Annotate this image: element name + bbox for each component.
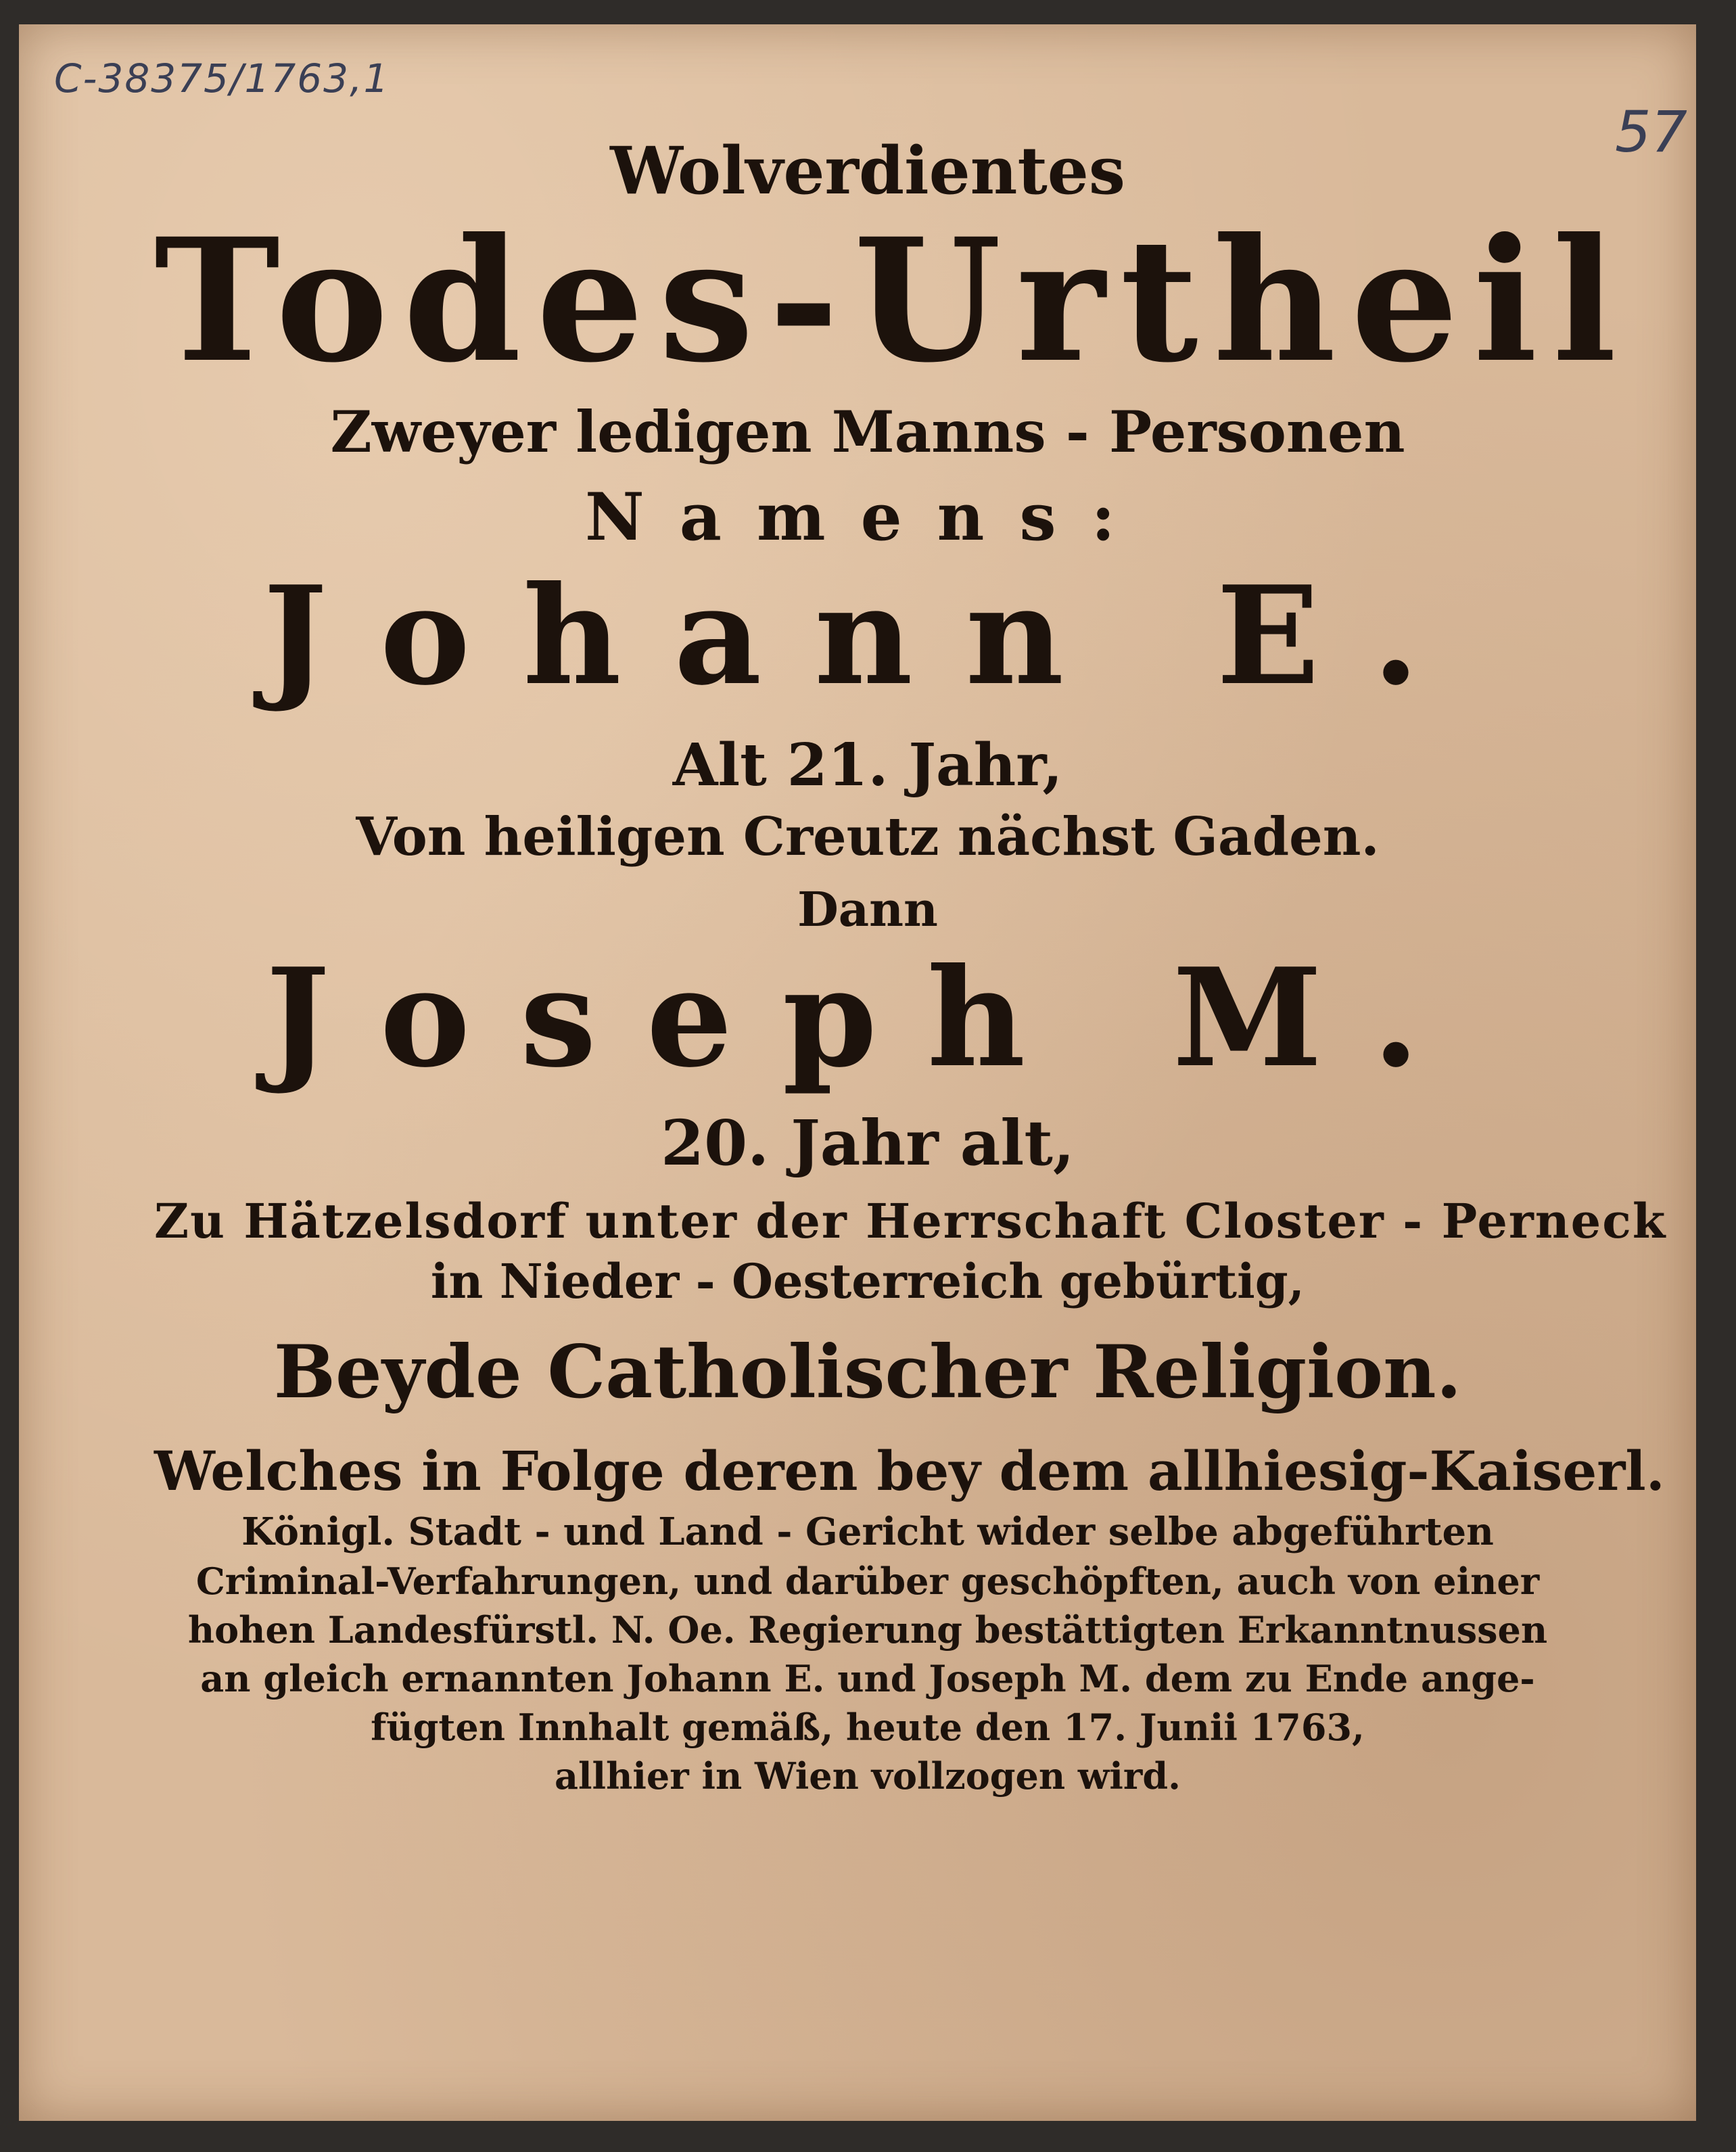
archive-reference: C-38375/1763,1 [54,55,390,101]
body-line-7: allhier in Wien vollzogen wird. [555,1754,1181,1798]
folio-number: 57 [1615,99,1687,165]
conjunction-dann: Dann [797,881,938,937]
title-todes-urtheil: Todes-Urtheil [154,201,1632,400]
body-line-3: Criminal-Verfahrungen, und darüber geschöpften, auch von einer [195,1560,1540,1603]
age-johann: Alt 21. Jahr, [672,731,1063,799]
name-joseph: Joseph M. [266,939,1470,1098]
body-line-6: fügten Innhalt gemäß, heute den 17. Junii 1763, [371,1706,1365,1749]
body-line-5: an gleich ernannten Johann E. und Joseph M. dem zu Ende ange- [200,1657,1535,1700]
document-page [19,24,1696,2121]
body-line-2: Königl. Stadt - und Land - Gericht wider selbe abgeführten [241,1510,1494,1554]
body-line-1: Welches in Folge deren bey dem allhiesig-Kaiserl. [154,1439,1665,1503]
label-namens: Namens: [585,479,1150,555]
broadsheet-text [154,126,1667,1798]
name-johann: Johann E. [263,557,1472,716]
religion-line: Beyde Catholischer Religion. [273,1330,1462,1415]
body-line-4: hohen Landesfürstl. N. Oe. Regierung bestättigten Erkanntnussen [187,1608,1548,1652]
origin-joseph-line-1: Zu Hätzelsdorf unter der Herrschaft Closter - Perneck [154,1193,1667,1249]
subtitle-persons: Zweyer ledigen Manns - Personen [330,398,1405,465]
age-joseph: 20. Jahr alt, [661,1106,1075,1179]
origin-johann: Von heiligen Creutz nächst Gaden. [356,806,1380,868]
origin-joseph-line-2: in Nieder - Oesterreich gebürtig, [430,1253,1305,1309]
heading-wolverdientes: Wolverdientes [610,133,1125,209]
